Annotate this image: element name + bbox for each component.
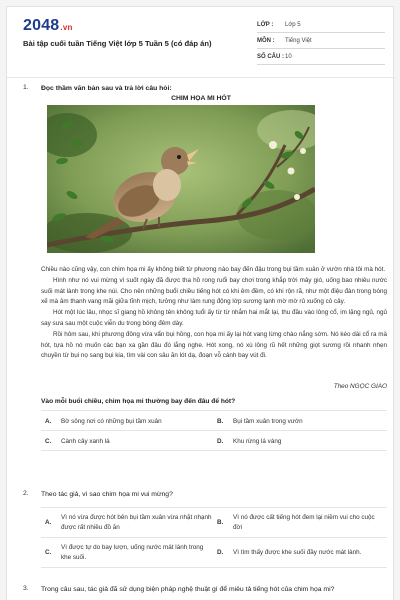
document-title: Bài tập cuối tuần Tiếng Việt lớp 5 Tuần 5 (có đáp án) (23, 39, 212, 48)
logo-tld-text: .vn (60, 23, 73, 32)
info-key: LỚP : (257, 21, 274, 28)
answer-label: C. (45, 437, 52, 445)
document-header (7, 7, 395, 75)
question-3-number: 3. (23, 585, 29, 592)
answer-text: Vì được tự do bay lượn, uống nước mát lành trong khe suối. (61, 544, 204, 561)
answer-label: C. (45, 549, 52, 556)
info-value: Lớp 5 (285, 21, 301, 28)
info-key: SỐ CÂU : (257, 53, 284, 60)
answer-option-d[interactable] (217, 431, 385, 451)
question-1-number: 1. (23, 84, 29, 91)
answer-option-a[interactable] (45, 508, 213, 538)
worksheet (6, 6, 394, 600)
question-1-answers (41, 410, 387, 451)
answer-text: Vì nó vừa được hót bên bụi tầm xuân vừa nhặt nhạnh được rất nhiều đồ ăn (61, 514, 212, 531)
bird-on-branch-illustration (47, 105, 315, 253)
header-divider (7, 77, 395, 78)
answer-option-c[interactable] (45, 431, 213, 451)
logo-main-text: 2048 (23, 17, 60, 34)
site-logo[interactable] (23, 17, 73, 35)
answer-option-b[interactable] (217, 508, 385, 538)
answer-text: Bụi tầm xuân trong vườn (233, 417, 303, 425)
answer-option-a[interactable] (45, 411, 213, 431)
answer-label: D. (217, 549, 224, 556)
answer-label: A. (45, 417, 52, 425)
answer-label: B. (217, 519, 224, 526)
answer-option-d[interactable] (217, 538, 385, 568)
question-2-prompt: Theo tác giả, vì sao chim họa mi vui mừng? (41, 491, 173, 498)
answer-text: Khu rừng lá vàng (233, 437, 282, 445)
answer-row (41, 411, 387, 431)
nightingale-photo (47, 105, 315, 253)
answer-option-c[interactable] (45, 538, 213, 568)
passage-paragraph: Hình như nó vui mừng vì suốt ngày đã được tha hồ rong ruổi bay chơi trong khắp trời mây gió, uống bao nhiêu nước suối mát lành trong khe núi. Cho nên những buổi chiều tiếng hót có khi êm đềm, có khi rộn rã, như một điệu đàn trong bóng xế mà âm thanh vang mãi giữa tĩnh mịch, tưởng như làm rung động lớp sương lạnh mờ mờ rủ xuống cỏ cây. (41, 276, 387, 306)
story-author: Theo NGỌC GIAO (333, 383, 387, 390)
answer-label: B. (217, 417, 224, 425)
question-2-number: 2. (23, 490, 29, 497)
info-row-question-count (257, 49, 385, 65)
answer-text: Vì nó được cất tiếng hót đem lại niềm vui cho cuộc đời (233, 514, 375, 531)
story-title: CHIM HỌA MI HÓT (171, 95, 231, 102)
question-1-prompt: Đọc thầm văn bản sau và trả lời câu hỏi: (41, 85, 172, 92)
info-row-subject (257, 33, 385, 49)
question-2-answers (41, 507, 387, 568)
passage-paragraph: Rồi hôm sau, khi phương đông vừa vẩn bụi hồng, con họa mi ấy lại hót vang lừng chào nắng sớm. Nó kéo dài cổ ra mà hót, tựa hồ nó muốn các bạn xa gần đâu đó lắng nghe. Hót xong, nó xù lông rũ hết những giọt sương rồi nhanh nhẹn chuyền từ bụi nọ sang bụi kia, tìm vài con sâu ăn lót dạ, đoạn vỗ cánh bay vút đi. (41, 330, 387, 360)
info-value: 10 (285, 53, 292, 60)
answer-text: Bờ sông nơi có những bụi tầm xuân (61, 417, 162, 425)
answer-row (41, 431, 387, 451)
info-row-class (257, 17, 385, 33)
passage-paragraph: Chiều nào cũng vậy, con chim họa mi ấy không biết từ phương nào bay đến đậu trong bụi tầm xuân ở vườn nhà tôi mà hót. (41, 266, 386, 273)
question-3-prompt: Trong câu sau, tác giả đã sử dụng biện pháp nghệ thuật gì để miêu tả tiếng hót của chim họa mi? (41, 586, 335, 593)
info-value: Tiếng Việt (285, 37, 312, 44)
answer-option-b[interactable] (217, 411, 385, 431)
answer-text: Cành cây xanh lá (61, 437, 110, 445)
answer-text: Vì tìm thấy được khe suối đầy nước mát lành. (233, 549, 362, 556)
passage-paragraph: Hót một lúc lâu, nhọc sĩ giang hồ không tên không tuổi ấy từ từ nhắm hai mắt lại, thu đầu vào lông cổ, im lặng ngủ, ngủ say sưa sau một cuộc viễn du trong bóng đêm dày. (41, 309, 387, 327)
answer-label: A. (45, 519, 52, 526)
document-info-table (257, 17, 385, 65)
question-1-subquestion: Vào mỗi buổi chiều, chim họa mi thường bay đến đâu để hót? (41, 398, 236, 405)
answer-label: D. (217, 437, 224, 445)
info-key: MÔN : (257, 37, 275, 44)
story-passage (41, 265, 387, 362)
answer-row (41, 508, 387, 538)
answer-row (41, 538, 387, 568)
